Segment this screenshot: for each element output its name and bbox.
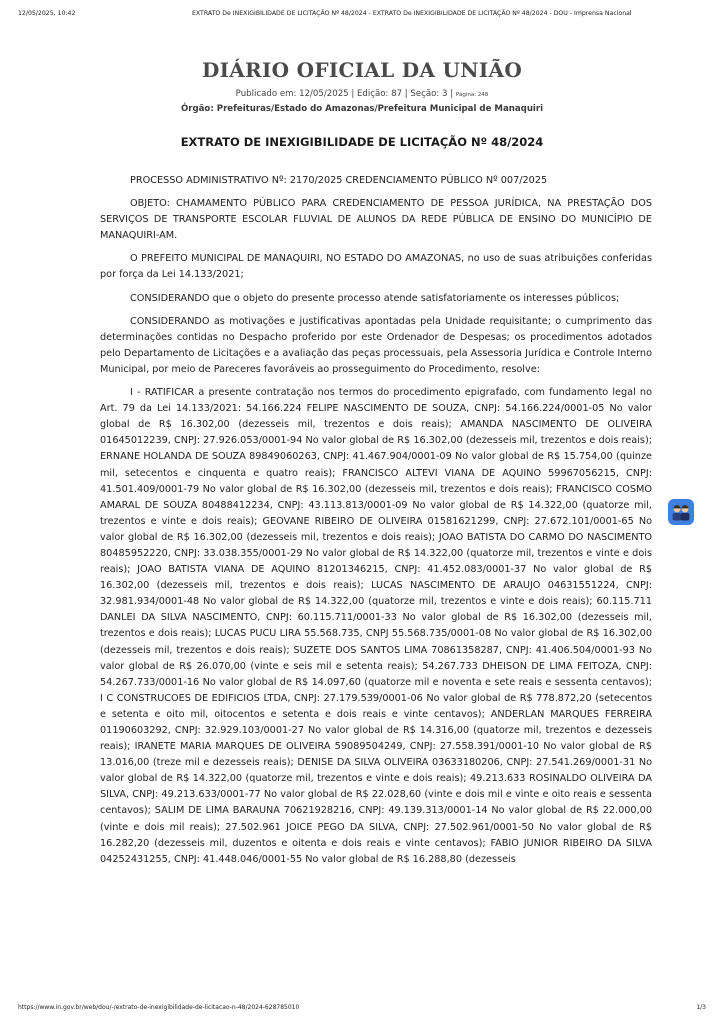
newspaper-title: DIÁRIO OFICIAL DA UNIÃO	[201, 58, 523, 82]
document-body	[100, 173, 652, 868]
publication-meta	[0, 89, 724, 99]
page-number: Página: 248	[455, 92, 489, 98]
people-icon	[668, 499, 694, 525]
print-page-title: EXTRATO De INEXIGIBILIDADE DE LICITAÇÃO Nº 48/2024 - EXTRATO De INEXIGIBILIDADE DE LICITAÇÃO Nº 48/2024 - DOU - Imprensa Nacional	[192, 10, 632, 17]
document-title: EXTRATO DE INEXIGIBILIDADE DE LICITAÇÃO Nº 48/2024	[180, 135, 544, 149]
considering-paragraph-2: CONSIDERANDO as motivações e justificativas apontadas pela Unidade requisitante; o cumprimento das determinações contidas no Despacho proferido por este Ordenador de Despesas; os procedimentos adotados pelo Departamento de Licitações e a avaliação das peças processuais, pela Assessoria Jurídica e Controle Interno Municipal, por meio de Pareceres favoráveis ao prosseguimento do Procedimento, resolve:	[100, 315, 652, 375]
issuing-organ: Órgão: Prefeituras/Estado do Amazonas/Prefeitura Municipal de Manaquiri	[180, 104, 544, 114]
masthead	[0, 58, 724, 114]
print-page-count: 1/3	[696, 1004, 706, 1011]
object-paragraph: OBJETO: CHAMAMENTO PÚBLICO PARA CREDENCIAMENTO DE PESSOA JURÍDICA, NA PRESTAÇÃO DOS SERVIÇOS DE TRANSPORTE ESCOLAR FLUVIAL DE ALUNOS DA REDE PÚBLICA DE ENSINO DO MUNICÍPIO DE MANAQUIRI-AM.	[100, 198, 652, 242]
mayor-paragraph: O PREFEITO MUNICIPAL DE MANAQUIRI, NO ESTADO DO AMAZONAS, no uso de suas atribuições conferidas por força da Lei 14.133/2021;	[100, 253, 652, 281]
ratification-paragraph: I - RATIFICAR a presente contratação nos termos do procedimento epigrafado, com fundamento legal no Art. 79 da Lei 14.133/2021: 54.166.224 FELIPE NASCIMENTO DE SOUZA, CNPJ: 54.166.224/0001-05 No valor global de R$ 16.302,00 (dezesseis mil, trezentos e dois reais); AMANDA NASCIMENTO DE OLIVEIRA 01645012239, CNPJ: 27.926.053/0001-94 No valor global de R$ 16.302,00 (dezesseis mil, trezentos e dois reais); ERNANE HOLANDA DE SOUZA 89849060263, CNPJ: 41.467.904/0001-09 No valor global de R$ 15.754,00 (quinze mil, setecentos e cinquenta e quatro reais); FRANCISCO ALTEVI VIANA DE AQUINO 59967056215, CNPJ: 41.501.409/0001-79 No valor global de R$ 16.302,00 (dezesseis mil, trezentos e dois reais); FRANCISCO COSMO AMARAL DE SOUZA 80488412234, CNPJ: 43.113.813/0001-09 No valor global de R$ 14.322,00 (quatorze mil, trezentos e vinte e dois reais); GEOVANE RIBEIRO DE OLIVEIRA 01581621299, CNPJ: 27.672.101/0001-65 No valor global de R$ 16.302,00 (dezesseis mil, trezentos e dois reais); JOAO BATISTA DO CARMO DO NASCIMENTO 80485952220, CNPJ: 33.038.355/0001-29 No valor global de R$ 14.322,00 (quatorze mil, trezentos e vinte e dois reais); JOAO BATISTA VIANA DE AQUINO 81201346215, CNPJ: 41.452.083/0001-37 No valor global de R$ 16.302,00 (dezesseis mil, trezentos e dois reais); LUCAS NASCIMENTO DE ARAUJO 04631551224, CNPJ: 32.981.934/0001-48 No valor global de R$ 14.322,00 (quatorze mil, trezentos e vinte e dois reais); 60.115.711 DANLEI DA SILVA NASCIMENTO, CNPJ: 60.115.711/0001-33 No valor global de R$ 16.302,00 (dezesseis mil, trezentos e dois reais); LUCAS PUCU LIRA 55.568.735, CNPJ 55.568.735/0001-08 No valor global de R$ 16.302,00 (dezesseis mil, trezentos e dois reais); SUZETE DOS SANTOS LIMA 70861358287, CNPJ: 41.406.504/0001-93 No valor global de R$ 26.070,00 (vinte e seis mil e setenta reais); 54.267.733 DHEISON DE LIMA FEITOZA, CNPJ: 54.267.733/0001-16 No valor global de R$ 14.097,60 (quatorze mil e noventa e sete reais e sessenta centavos); I C CONSTRUCOES DE EDIFICIOS LTDA, CNPJ: 27.179.539/0001-06 No valor global de R$ 778.872,20 (setecentos e setenta e oito mil, oitocentos e setenta e dois reais e vinte centavos); ANDERLAN MARQUES FERREIRA 01190603292, CNPJ: 32.929.103/0001-27 No valor global de R$ 14.316,00 (quatorze mil, trezentos e dezesseis reais); IRANETE MARIA MARQUES DE OLIVEIRA 59089504249, CNPJ: 27.558.391/0001-10 No valor global de R$ 13.016,00 (treze mil e dezesseis reais); DENISE DA SILVA OLIVEIRA 03633180206, CNPJ: 27.541.269/0001-31 No valor global de R$ 14.322,00 (quatorze mil, trezentos e vinte e dois reais); 49.213.633 ROSINALDO OLIVEIRA DA SILVA, CNPJ: 49.213.633/0001-77 No valor global de R$ 22.028,60 (vinte e dois mil e vinte e oito reais e sessenta centavos); SALIM DE LIMA BARAUNA 70621928216, CNPJ: 49.139.313/0001-14 No valor global de R$ 22.000,00 (vinte e dois mil reais); 27.502.961 JOICE PEGO DA SILVA, CNPJ: 27.502.961/0001-50 No valor global de R$ 16.282,20 (dezesseis mil, duzentos e oitenta e dois reais e vinte centavos); FABIO JUNIOR RIBEIRO DA SILVA 04252431255, CNPJ: 41.448.046/0001-55 No valor global de R$ 16.288,80 (dezesseis	[100, 387, 652, 865]
side-widget-button[interactable]	[668, 499, 694, 525]
print-datetime: 12/05/2025, 10:42	[18, 10, 76, 17]
publication-info: Publicado em: 12/05/2025 | Edição: 87 | Seção: 3 |	[235, 89, 454, 99]
print-url: https://www.in.gov.br/web/dou/-/extrato-de-inexigibilidade-de-licitacao-n-48/2024-628785010	[18, 1004, 300, 1011]
considering-paragraph-1: CONSIDERANDO que o objeto do presente processo atende satisfatoriamente os interesses públicos;	[130, 292, 620, 304]
process-number: PROCESSO ADMINISTRATIVO Nº: 2170/2025 CREDENCIAMENTO PÚBLICO Nº 007/2025	[130, 175, 548, 186]
